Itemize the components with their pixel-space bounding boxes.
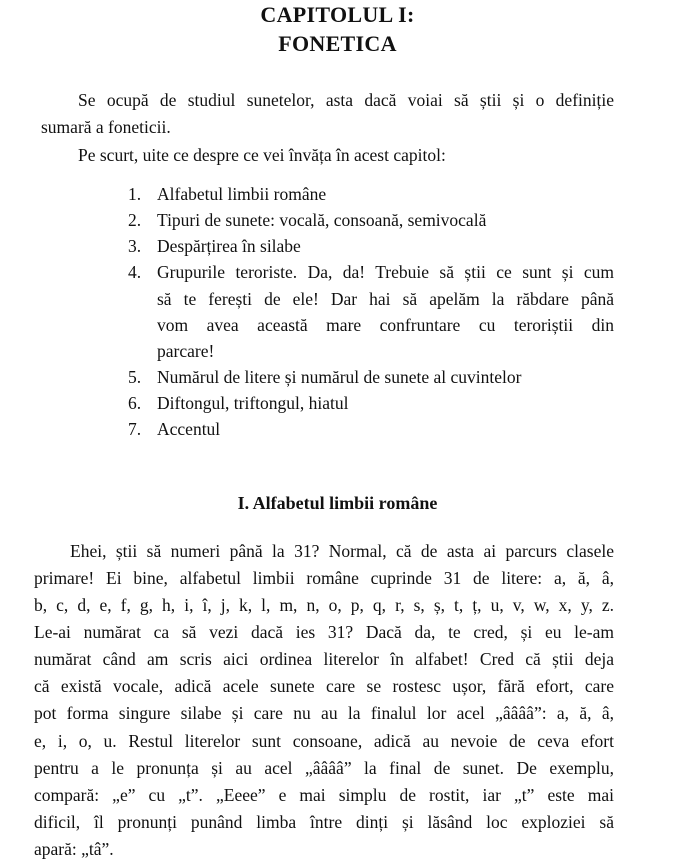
chapter-title-line1: CAPITOLUL I: [260, 2, 415, 27]
toc-item: Diftongul, triftongul, hiatul [157, 393, 349, 413]
body-line: numărat când am scris aici ordinea literelor în alfabet! Cred că știi deja [34, 649, 614, 669]
body-line: Le-ai numărat ca să vezi dacă ies 31? Dacă da, te cred, și eu le-am [34, 622, 614, 642]
intro-paragraph-line: Se ocupă de studiul sunetelor, asta dacă voiai să știi și o definiție [78, 90, 614, 110]
toc-item-number: 5. [128, 367, 142, 387]
body-line: compară: „e” cu „t”. „Eeee” e mai simplu de rostit, iar „t” este mai [34, 785, 614, 805]
intro-paragraph-line: sumară a foneticii. [41, 117, 171, 137]
intro-paragraph-2: Pe scurt, uite ce despre ce vei învăța în acest capitol: [78, 145, 446, 165]
toc-item-number: 4. [128, 262, 142, 282]
toc-item-number: 1. [128, 184, 142, 204]
body-line: apară: „tâ”. [34, 839, 114, 859]
toc-item-number: 6. [128, 393, 142, 413]
toc-item: Grupurile teroriste. Da, da! Trebuie să știi ce sunt și cum [157, 262, 614, 282]
body-line: b, c, d, e, f, g, h, i, î, j, k, l, m, n, o, p, q, r, s, ș, t, ț, u, v, w, x, y, z. [34, 595, 614, 615]
toc-item: Numărul de litere și numărul de sunete al cuvintelor [157, 367, 522, 387]
body-line: primare! Ei bine, alfabetul limbii române cuprinde 31 de litere: a, ă, â, [34, 568, 614, 588]
toc-item: Tipuri de sunete: vocală, consoană, semivocală [157, 210, 487, 230]
toc-item-number: 2. [128, 210, 142, 230]
toc-item-continued: vom avea această mare confruntare cu teroriștii din [157, 315, 614, 335]
body-line: e, i, o, u. Restul literelor sunt consoane, adică au nevoie de ceva efort [34, 731, 614, 751]
toc-item: Alfabetul limbii române [157, 184, 327, 204]
toc-item-number: 3. [128, 236, 142, 256]
body-line: Ehei, știi să numeri până la 31? Normal, că de asta ai parcurs clasele [70, 541, 614, 561]
body-line: că există vocale, adică acele sunete care se rostesc ușor, fără efort, care [34, 676, 614, 696]
chapter-title-line2: FONETICA [278, 31, 397, 56]
toc-item-number: 7. [128, 419, 142, 439]
toc-item: Accentul [157, 419, 221, 439]
body-line: pentru a le pronunța și au acel „ââââ” la final de sunet. De exemplu, [34, 758, 614, 778]
toc-item: Despărțirea în silabe [157, 236, 301, 256]
body-line: dificil, îl pronunți punând limba între dinți și lăsând loc exploziei să [34, 812, 614, 832]
body-line: pot forma singure silabe și care nu au la finalul lor acel „ââââ”: a, ă, â, [34, 703, 614, 723]
toc-item-continued: parcare! [157, 341, 215, 361]
section-title: I. Alfabetul limbii române [237, 493, 438, 513]
toc-item-continued: să te ferești de ele! Dar hai să apelăm la răbdare până [157, 289, 614, 309]
